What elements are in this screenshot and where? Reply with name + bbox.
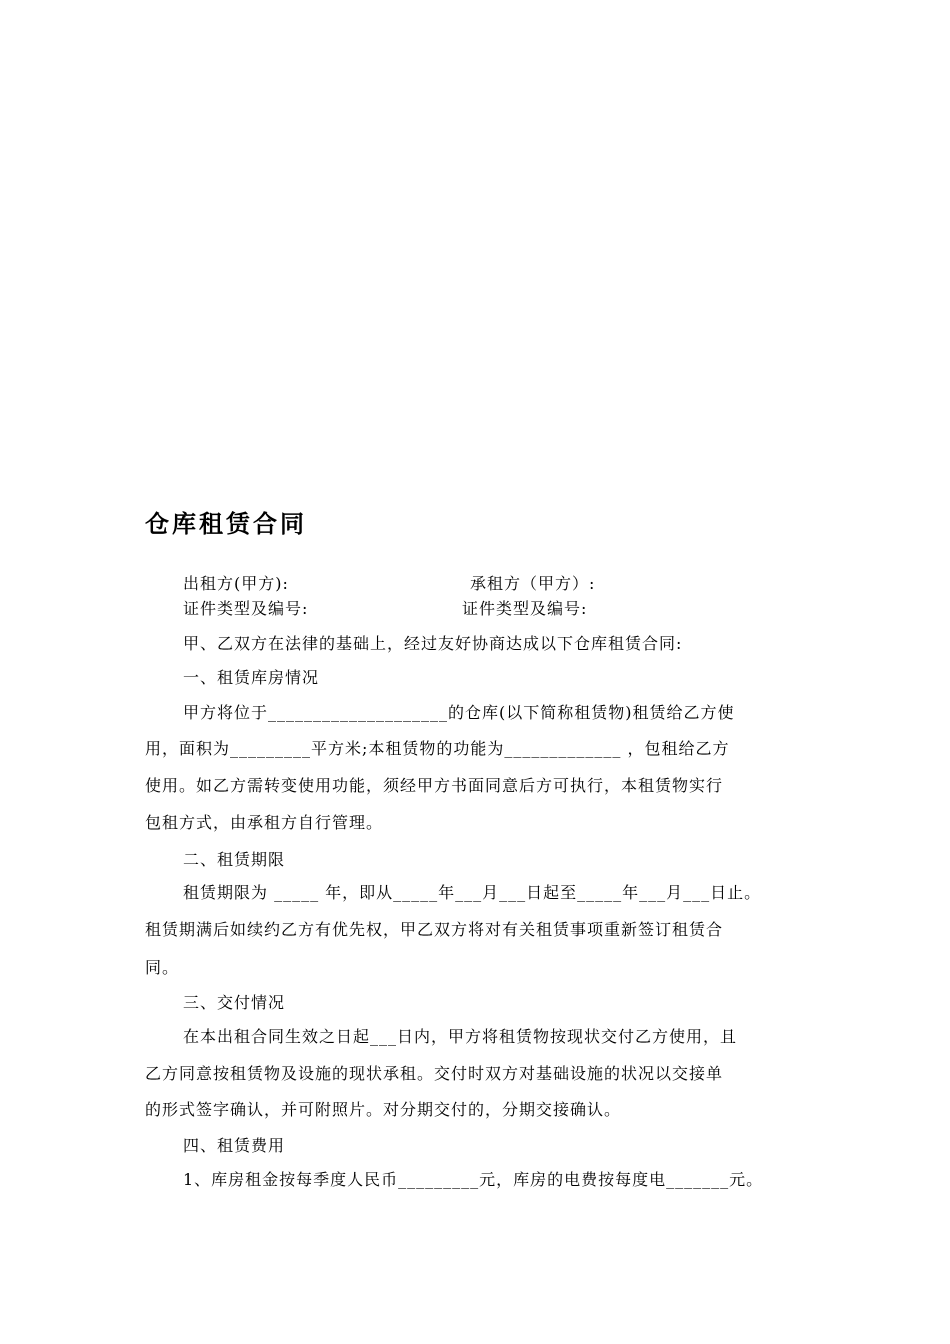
section-heading-1: 一、租赁库房情况 bbox=[183, 668, 320, 687]
section-1-line-4: 包租方式，由承租方自行管理。 bbox=[145, 813, 384, 832]
section-2-line-1: 租赁期限为 _____ 年，即从_____年___月___日起至_____年___月___日止。 bbox=[183, 883, 762, 902]
lessor-id-label: 证件类型及编号: bbox=[183, 599, 309, 618]
preamble: 甲、乙双方在法律的基础上，经过友好协商达成以下仓库租赁合同: bbox=[183, 634, 683, 653]
section-1-line-3: 使用。如乙方需转变使用功能，须经甲方书面同意后方可执行，本租赁物实行 bbox=[145, 776, 724, 795]
section-3-line-3: 的形式签字确认，并可附照片。对分期交付的，分期交接确认。 bbox=[145, 1100, 622, 1119]
lessor-label: 出租方(甲方): bbox=[183, 574, 289, 593]
document-title: 仓库租赁合同 bbox=[145, 510, 307, 538]
section-1-line-1: 甲方将位于____________________的仓库(以下简称租赁物)租赁给乙方使 bbox=[183, 703, 735, 722]
lessee-label: 承租方（甲方）: bbox=[470, 574, 596, 593]
section-1-line-2: 用，面积为_________平方米;本租赁物的功能为_____________ ，包租给乙方 bbox=[145, 739, 730, 758]
section-2-line-3: 同。 bbox=[145, 958, 180, 977]
section-heading-3: 三、交付情况 bbox=[183, 993, 286, 1012]
section-3-line-2: 乙方同意按租赁物及设施的现状承租。交付时双方对基础设施的状况以交接单 bbox=[145, 1064, 724, 1083]
section-2-line-2: 租赁期满后如续约乙方有优先权，甲乙双方将对有关租赁事项重新签订租赁合 bbox=[145, 920, 724, 939]
lessee-id-label: 证件类型及编号: bbox=[462, 599, 588, 618]
section-4-line-1: 1、库房租金按每季度人民币_________元，库房的电费按每度电_______元。 bbox=[183, 1170, 764, 1189]
section-3-line-1: 在本出租合同生效之日起___日内，甲方将租赁物按现状交付乙方使用，且 bbox=[183, 1027, 738, 1046]
section-heading-2: 二、租赁期限 bbox=[183, 850, 286, 869]
section-heading-4: 四、租赁费用 bbox=[183, 1136, 286, 1155]
